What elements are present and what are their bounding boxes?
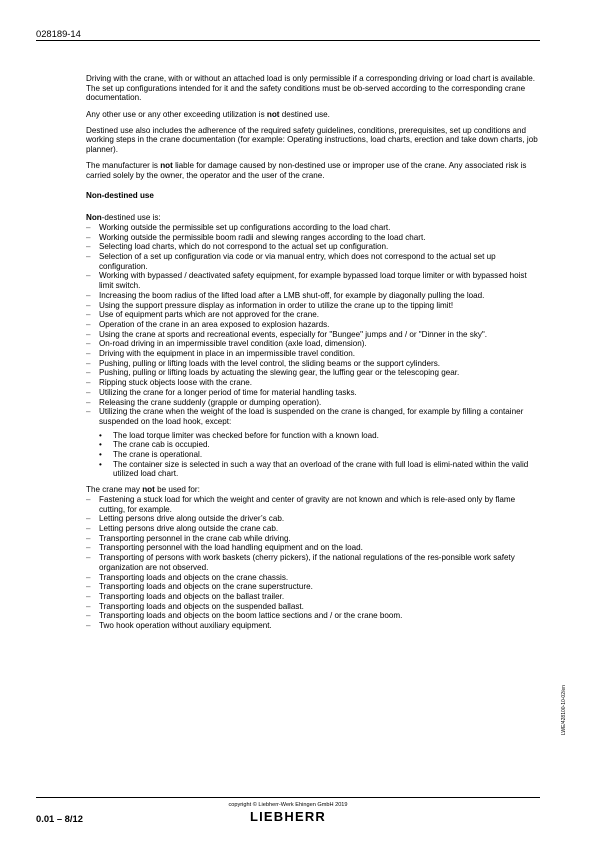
list-item: – Using the support pressure display as information in order to utilize the crane up to the tipping limit! (86, 301, 542, 311)
side-document-code: LWE/428100-10-02/en (561, 685, 567, 735)
list-item: – Selection of a set up configuration via code or via manual entry, which does not correspond to the actual set up configuration. (86, 252, 542, 271)
list-item: – Selecting load charts, which do not correspond to the actual set up configuration. (86, 242, 542, 252)
list-item: – Two hook operation without auxiliary equipment. (86, 621, 542, 631)
list-item: – Releasing the crane suddenly (grapple or dumping operation). (86, 398, 542, 408)
list-item: – Driving with the equipment in place in an impermissible travel condition. (86, 349, 542, 359)
section-heading: Non-destined use (86, 190, 154, 200)
page-content (86, 74, 542, 631)
non-destined-list (86, 223, 542, 427)
paragraph-text: Destined use also includes the adherence of the required safety guidelines, conditions, prerequisites, set up conditions and working steps in the crane documentation (for example: Operating instructions, load charts, erection and take down charts, job planner). (86, 125, 538, 154)
paragraph-text: Driving with the crane, with or without an attached load is only permissible if a corresponding driving or load chart is available. The set up configurations intended for it and the safety conditions must be ob-served according to the corresponding crane documentation. (86, 74, 535, 103)
paragraph-bold: not (160, 161, 173, 171)
list-item: – Utilizing the crane when the weight of the load is suspended on the crane is changed, for example by filling a container suspended on the load hook, except: (86, 407, 542, 426)
list-item: – Transporting loads and objects on the ballast trailer. (86, 592, 542, 602)
header-rule (36, 40, 540, 41)
footer-rule (36, 797, 540, 798)
list-item: – Letting persons drive along outside the driver’s cab. (86, 514, 542, 524)
list-item: – Fastening a stuck load for which the weight and center of gravity are not known and which is rele-ased only by flame cutting, for example. (86, 495, 542, 514)
may-not-post: be used for: (154, 485, 200, 495)
list-item: – Use of equipment parts which are not approved for the crane. (86, 310, 542, 320)
may-not-intro (86, 485, 542, 495)
intro-paragraph (86, 161, 542, 180)
bullet-item: • The crane cab is occupied. (86, 440, 542, 450)
bullet-item: • The load torque limiter was checked before for function with a known load. (86, 431, 542, 441)
intro-paragraph (86, 74, 542, 103)
may-not-pre: The crane may (86, 485, 143, 495)
list-item: – Transporting of persons with work baskets (cherry pickers), if the national regulations of the res-ponsible work safety organization are not observed. (86, 553, 542, 572)
list-intro-rest: -destined use is: (101, 213, 161, 223)
paragraph-text: The manufacturer is (86, 161, 161, 171)
bullet-item: • The crane is operational. (86, 450, 542, 460)
list-item: – On-road driving in an impermissible travel condition (axle load, dimension). (86, 339, 542, 349)
list-item: – Transporting personnel in the crane cab while driving. (86, 534, 542, 544)
paragraph-text: Any other use or any other exceeding utilization is (86, 109, 267, 119)
list-item: – Pushing, pulling or lifting loads with the level control, the sliding beams or the support cylinders. (86, 359, 542, 369)
may-not-list (86, 495, 542, 631)
list-item: – Transporting loads and objects on the boom lattice sections and / or the crane boom. (86, 611, 542, 621)
intro-section (86, 74, 542, 181)
copyright-text: copyright © Liebherr-Werk Ehingen GmbH 2019 (228, 802, 348, 808)
list-item: – Working outside the permissible set up configurations according to the load chart. (86, 223, 542, 233)
list-item: – Transporting personnel with the load handling equipment and on the load. (86, 543, 542, 553)
list-item: – Working outside the permissible boom radii and slewing ranges according to the load chart. (86, 233, 542, 243)
exception-list (86, 431, 542, 480)
list-item: – Increasing the boom radius of the lifted load after a LMB shut-off, for example by diagonally pulling the load. (86, 291, 542, 301)
intro-paragraph (86, 126, 542, 155)
list-item: – Letting persons drive along outside the crane cab. (86, 524, 542, 534)
list-item: – Working with bypassed / deactivated safety equipment, for example bypassed load torque limiter or with bypassed hoist limit switch. (86, 271, 542, 290)
list-intro (86, 213, 542, 223)
list-intro-bold: Non (86, 213, 102, 223)
liebherr-logo: LIEBHERR (249, 809, 327, 824)
page-number: 0.01 – 8/12 (36, 813, 83, 824)
list-item: – Transporting loads and objects on the suspended ballast. (86, 602, 542, 612)
list-item: – Utilizing the crane for a longer period of time for material handling tasks. (86, 388, 542, 398)
paragraph-text-end: destined use. (279, 109, 330, 119)
list-item: – Ripping stuck objects loose with the crane. (86, 378, 542, 388)
paragraph-bold: not (266, 109, 280, 119)
list-item: – Using the crane at sports and recreational events, especially for "Bungee" jumps and / or "Dinner in the sky". (86, 330, 542, 340)
list-item: – Transporting loads and objects on the crane superstructure. (86, 582, 542, 592)
may-not-bold: not (142, 485, 155, 495)
paragraph-text-end: liable for damage caused by non-destined use or improper use of the crane. Any associated risk is carried solely by the owner, the operator and the user of the crane. (86, 161, 527, 180)
intro-paragraph (86, 110, 542, 120)
list-item: – Operation of the crane in an area exposed to explosion hazards. (86, 320, 542, 330)
list-item: – Transporting loads and objects on the crane chassis. (86, 573, 542, 583)
list-item: – Pushing, pulling or lifting loads by actuating the slewing gear, the luffing gear or the telescoping gear. (86, 368, 542, 378)
bullet-item: • The container size is selected in such a way that an overload of the crane with full load is elimi-nated within the valid utilized load chart. (86, 460, 542, 479)
document-code: 028189-14 (36, 28, 81, 39)
